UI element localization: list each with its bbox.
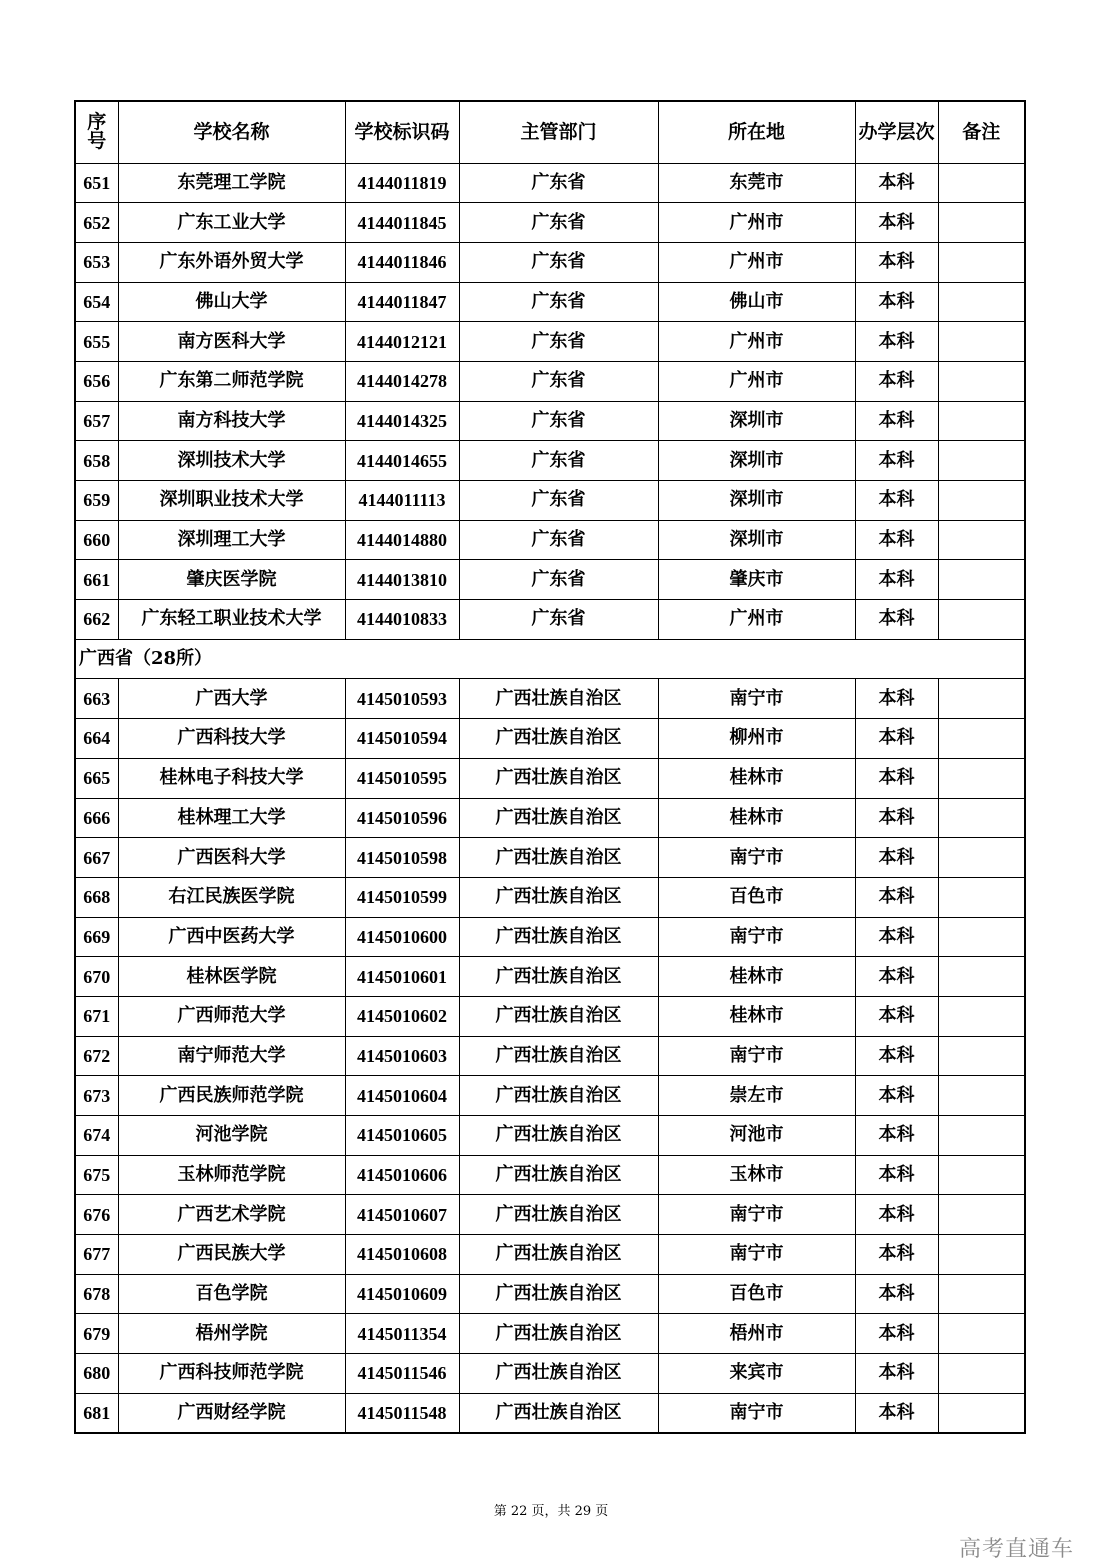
table-row [75, 1314, 1025, 1354]
cell-location: 来宾市 [658, 1354, 855, 1394]
cell-seq: 680 [75, 1354, 118, 1394]
cell-school-code: 4144014325 [345, 401, 459, 441]
table-row [75, 679, 1025, 719]
cell-note [938, 242, 1025, 282]
cell-location: 百色市 [658, 1274, 855, 1314]
cell-level: 本科 [855, 1274, 938, 1314]
cell-level: 本科 [855, 1235, 938, 1275]
cell-location: 柳州市 [658, 719, 855, 759]
table-row [75, 957, 1025, 997]
cell-note [938, 163, 1025, 203]
cell-location: 南宁市 [658, 1393, 855, 1433]
cell-school-code: 4145010605 [345, 1116, 459, 1156]
table-row [75, 1235, 1025, 1275]
cell-school-name: 广西师范大学 [118, 996, 345, 1036]
cell-seq: 667 [75, 838, 118, 878]
cell-seq: 660 [75, 520, 118, 560]
cell-school-name: 广西财经学院 [118, 1393, 345, 1433]
header-name: 学校名称 [118, 101, 345, 163]
cell-school-code: 4145010609 [345, 1274, 459, 1314]
cell-level: 本科 [855, 322, 938, 362]
cell-location: 南宁市 [658, 1195, 855, 1235]
table-row [75, 401, 1025, 441]
cell-school-code: 4145011546 [345, 1354, 459, 1394]
cell-level: 本科 [855, 1195, 938, 1235]
cell-level: 本科 [855, 1155, 938, 1195]
cell-level: 本科 [855, 1393, 938, 1433]
cell-school-code: 4144011846 [345, 242, 459, 282]
cell-seq: 661 [75, 560, 118, 600]
cell-dept: 广西壮族自治区 [459, 1155, 658, 1195]
cell-location: 百色市 [658, 877, 855, 917]
cell-location: 深圳市 [658, 401, 855, 441]
cell-note [938, 401, 1025, 441]
cell-school-name: 南方医科大学 [118, 322, 345, 362]
cell-school-name: 广西医科大学 [118, 838, 345, 878]
cell-dept: 广西壮族自治区 [459, 877, 658, 917]
table-body [75, 163, 1025, 1433]
table-header-row [75, 101, 1025, 163]
cell-note [938, 481, 1025, 521]
table-row [75, 1076, 1025, 1116]
table-row [75, 1195, 1025, 1235]
cell-dept: 广西壮族自治区 [459, 917, 658, 957]
cell-seq: 669 [75, 917, 118, 957]
cell-school-code: 4145010594 [345, 719, 459, 759]
cell-note [938, 1155, 1025, 1195]
cell-seq: 679 [75, 1314, 118, 1354]
cell-level: 本科 [855, 481, 938, 521]
cell-location: 广州市 [658, 322, 855, 362]
table-row [75, 996, 1025, 1036]
region-label: 广西省（28所） [75, 639, 1025, 679]
header-location: 所在地 [658, 101, 855, 163]
cell-location: 南宁市 [658, 917, 855, 957]
cell-level: 本科 [855, 877, 938, 917]
cell-school-name: 广西科技师范学院 [118, 1354, 345, 1394]
cell-level: 本科 [855, 1116, 938, 1156]
cell-dept: 广西壮族自治区 [459, 1354, 658, 1394]
cell-dept: 广东省 [459, 441, 658, 481]
cell-note [938, 719, 1025, 759]
cell-school-code: 4145010598 [345, 838, 459, 878]
table-row [75, 322, 1025, 362]
cell-dept: 广东省 [459, 203, 658, 243]
cell-note [938, 560, 1025, 600]
cell-note [938, 600, 1025, 640]
cell-school-code: 4145010600 [345, 917, 459, 957]
cell-seq: 664 [75, 719, 118, 759]
cell-school-name: 桂林理工大学 [118, 798, 345, 838]
cell-dept: 广东省 [459, 361, 658, 401]
cell-school-name: 肇庆医学院 [118, 560, 345, 600]
region-header-row [75, 639, 1025, 679]
cell-location: 崇左市 [658, 1076, 855, 1116]
cell-level: 本科 [855, 441, 938, 481]
cell-location: 南宁市 [658, 1036, 855, 1076]
table-row [75, 1036, 1025, 1076]
cell-location: 玉林市 [658, 1155, 855, 1195]
cell-school-code: 4145010608 [345, 1235, 459, 1275]
table-row [75, 877, 1025, 917]
cell-dept: 广西壮族自治区 [459, 1393, 658, 1433]
cell-note [938, 758, 1025, 798]
cell-seq: 676 [75, 1195, 118, 1235]
cell-location: 桂林市 [658, 957, 855, 997]
cell-school-name: 右江民族医学院 [118, 877, 345, 917]
table-row [75, 560, 1025, 600]
cell-school-name: 深圳职业技术大学 [118, 481, 345, 521]
cell-school-name: 深圳技术大学 [118, 441, 345, 481]
cell-seq: 651 [75, 163, 118, 203]
cell-seq: 654 [75, 282, 118, 322]
cell-location: 深圳市 [658, 520, 855, 560]
cell-level: 本科 [855, 719, 938, 759]
cell-school-code: 4144014278 [345, 361, 459, 401]
cell-seq: 674 [75, 1116, 118, 1156]
table-row [75, 798, 1025, 838]
cell-location: 桂林市 [658, 798, 855, 838]
cell-level: 本科 [855, 1076, 938, 1116]
cell-dept: 广东省 [459, 520, 658, 560]
cell-dept: 广西壮族自治区 [459, 719, 658, 759]
cell-level: 本科 [855, 758, 938, 798]
cell-note [938, 1076, 1025, 1116]
header-level: 办学层次 [855, 101, 938, 163]
cell-seq: 663 [75, 679, 118, 719]
cell-location: 桂林市 [658, 758, 855, 798]
cell-level: 本科 [855, 600, 938, 640]
table-row [75, 1274, 1025, 1314]
cell-school-name: 广西中医药大学 [118, 917, 345, 957]
cell-location: 河池市 [658, 1116, 855, 1156]
cell-note [938, 798, 1025, 838]
cell-school-code: 4144011819 [345, 163, 459, 203]
cell-school-name: 东莞理工学院 [118, 163, 345, 203]
watermark: 高考直通车 [958, 1537, 1074, 1562]
cell-school-code: 4145010601 [345, 957, 459, 997]
cell-location: 广州市 [658, 361, 855, 401]
cell-dept: 广西壮族自治区 [459, 996, 658, 1036]
cell-school-code: 4145010604 [345, 1076, 459, 1116]
cell-seq: 656 [75, 361, 118, 401]
cell-seq: 675 [75, 1155, 118, 1195]
cell-level: 本科 [855, 560, 938, 600]
cell-dept: 广东省 [459, 322, 658, 362]
cell-level: 本科 [855, 203, 938, 243]
table-row [75, 917, 1025, 957]
cell-school-name: 南宁师范大学 [118, 1036, 345, 1076]
cell-note [938, 1393, 1025, 1433]
cell-location: 广州市 [658, 600, 855, 640]
table-row [75, 1116, 1025, 1156]
cell-seq: 677 [75, 1235, 118, 1275]
cell-school-code: 4145010595 [345, 758, 459, 798]
cell-note [938, 322, 1025, 362]
cell-dept: 广西壮族自治区 [459, 1036, 658, 1076]
cell-school-name: 南方科技大学 [118, 401, 345, 441]
table-row [75, 163, 1025, 203]
cell-dept: 广东省 [459, 401, 658, 441]
cell-note [938, 1314, 1025, 1354]
cell-seq: 662 [75, 600, 118, 640]
cell-school-name: 桂林电子科技大学 [118, 758, 345, 798]
cell-level: 本科 [855, 163, 938, 203]
cell-level: 本科 [855, 996, 938, 1036]
header-seq: 序号 [75, 101, 118, 163]
cell-note [938, 877, 1025, 917]
cell-note [938, 679, 1025, 719]
school-list-table [74, 100, 1026, 1434]
cell-note [938, 957, 1025, 997]
cell-school-name: 广西民族师范学院 [118, 1076, 345, 1116]
cell-dept: 广西壮族自治区 [459, 798, 658, 838]
table-row [75, 1393, 1025, 1433]
cell-location: 深圳市 [658, 481, 855, 521]
cell-dept: 广西壮族自治区 [459, 838, 658, 878]
cell-school-name: 广东外语外贸大学 [118, 242, 345, 282]
cell-school-code: 4144010833 [345, 600, 459, 640]
cell-location: 深圳市 [658, 441, 855, 481]
cell-school-code: 4145010593 [345, 679, 459, 719]
cell-seq: 678 [75, 1274, 118, 1314]
table-row [75, 203, 1025, 243]
cell-school-name: 广西科技大学 [118, 719, 345, 759]
cell-school-name: 广西艺术学院 [118, 1195, 345, 1235]
cell-school-name: 广东工业大学 [118, 203, 345, 243]
table-row [75, 520, 1025, 560]
cell-note [938, 917, 1025, 957]
table-row [75, 1354, 1025, 1394]
cell-school-code: 4145010602 [345, 996, 459, 1036]
cell-level: 本科 [855, 1036, 938, 1076]
cell-level: 本科 [855, 401, 938, 441]
cell-school-name: 广西民族大学 [118, 1235, 345, 1275]
cell-note [938, 1354, 1025, 1394]
cell-level: 本科 [855, 917, 938, 957]
cell-dept: 广东省 [459, 282, 658, 322]
cell-dept: 广西壮族自治区 [459, 758, 658, 798]
cell-dept: 广西壮族自治区 [459, 957, 658, 997]
cell-location: 东莞市 [658, 163, 855, 203]
cell-dept: 广西壮族自治区 [459, 679, 658, 719]
cell-school-code: 4144014880 [345, 520, 459, 560]
cell-note [938, 1235, 1025, 1275]
header-note: 备注 [938, 101, 1025, 163]
cell-school-name: 百色学院 [118, 1274, 345, 1314]
cell-level: 本科 [855, 361, 938, 401]
cell-note [938, 520, 1025, 560]
cell-dept: 广西壮族自治区 [459, 1116, 658, 1156]
cell-level: 本科 [855, 838, 938, 878]
cell-seq: 670 [75, 957, 118, 997]
cell-note [938, 1274, 1025, 1314]
cell-school-name: 深圳理工大学 [118, 520, 345, 560]
cell-seq: 673 [75, 1076, 118, 1116]
cell-dept: 广东省 [459, 560, 658, 600]
table-row [75, 600, 1025, 640]
cell-location: 广州市 [658, 242, 855, 282]
cell-location: 广州市 [658, 203, 855, 243]
cell-dept: 广东省 [459, 600, 658, 640]
cell-level: 本科 [855, 520, 938, 560]
cell-note [938, 361, 1025, 401]
cell-dept: 广东省 [459, 242, 658, 282]
cell-level: 本科 [855, 798, 938, 838]
cell-location: 南宁市 [658, 679, 855, 719]
cell-school-name: 桂林医学院 [118, 957, 345, 997]
cell-seq: 666 [75, 798, 118, 838]
cell-dept: 广西壮族自治区 [459, 1314, 658, 1354]
cell-level: 本科 [855, 679, 938, 719]
cell-note [938, 441, 1025, 481]
header-dept: 主管部门 [459, 101, 658, 163]
table-row [75, 282, 1025, 322]
cell-school-code: 4144012121 [345, 322, 459, 362]
cell-seq: 672 [75, 1036, 118, 1076]
cell-dept: 广西壮族自治区 [459, 1195, 658, 1235]
table-row [75, 758, 1025, 798]
cell-dept: 广东省 [459, 163, 658, 203]
cell-school-code: 4145011548 [345, 1393, 459, 1433]
cell-school-code: 4145010607 [345, 1195, 459, 1235]
cell-level: 本科 [855, 957, 938, 997]
cell-note [938, 1036, 1025, 1076]
cell-school-code: 4145010606 [345, 1155, 459, 1195]
cell-seq: 655 [75, 322, 118, 362]
cell-seq: 659 [75, 481, 118, 521]
cell-school-code: 4145010599 [345, 877, 459, 917]
cell-dept: 广东省 [459, 481, 658, 521]
cell-school-name: 广东第二师范学院 [118, 361, 345, 401]
cell-school-code: 4145010596 [345, 798, 459, 838]
cell-dept: 广西壮族自治区 [459, 1235, 658, 1275]
cell-school-code: 4144011845 [345, 203, 459, 243]
cell-dept: 广西壮族自治区 [459, 1076, 658, 1116]
cell-school-code: 4144014655 [345, 441, 459, 481]
table-row [75, 441, 1025, 481]
cell-note [938, 1195, 1025, 1235]
cell-level: 本科 [855, 242, 938, 282]
cell-location: 桂林市 [658, 996, 855, 1036]
cell-level: 本科 [855, 1314, 938, 1354]
cell-seq: 653 [75, 242, 118, 282]
cell-school-code: 4145010603 [345, 1036, 459, 1076]
cell-location: 肇庆市 [658, 560, 855, 600]
cell-school-code: 4144013810 [345, 560, 459, 600]
table-row [75, 838, 1025, 878]
cell-seq: 657 [75, 401, 118, 441]
cell-seq: 665 [75, 758, 118, 798]
cell-school-code: 4145011354 [345, 1314, 459, 1354]
cell-level: 本科 [855, 282, 938, 322]
cell-location: 南宁市 [658, 1235, 855, 1275]
cell-school-code: 4144011847 [345, 282, 459, 322]
cell-dept: 广西壮族自治区 [459, 1274, 658, 1314]
cell-school-name: 河池学院 [118, 1116, 345, 1156]
cell-school-name: 玉林师范学院 [118, 1155, 345, 1195]
page-footer: 第 22 页，共 29 页 [493, 1504, 609, 1519]
cell-school-name: 广西大学 [118, 679, 345, 719]
cell-location: 佛山市 [658, 282, 855, 322]
cell-school-name: 广东轻工职业技术大学 [118, 600, 345, 640]
cell-note [938, 203, 1025, 243]
table-row [75, 1155, 1025, 1195]
cell-seq: 681 [75, 1393, 118, 1433]
cell-note [938, 282, 1025, 322]
cell-location: 南宁市 [658, 838, 855, 878]
cell-note [938, 838, 1025, 878]
header-code: 学校标识码 [345, 101, 459, 163]
cell-seq: 658 [75, 441, 118, 481]
cell-seq: 652 [75, 203, 118, 243]
table-row [75, 719, 1025, 759]
cell-seq: 671 [75, 996, 118, 1036]
cell-note [938, 1116, 1025, 1156]
cell-level: 本科 [855, 1354, 938, 1394]
cell-school-name: 佛山大学 [118, 282, 345, 322]
cell-seq: 668 [75, 877, 118, 917]
cell-location: 梧州市 [658, 1314, 855, 1354]
cell-school-name: 梧州学院 [118, 1314, 345, 1354]
cell-school-code: 4144011113 [345, 481, 459, 521]
table-row [75, 361, 1025, 401]
table-row [75, 242, 1025, 282]
cell-note [938, 996, 1025, 1036]
table-row [75, 481, 1025, 521]
